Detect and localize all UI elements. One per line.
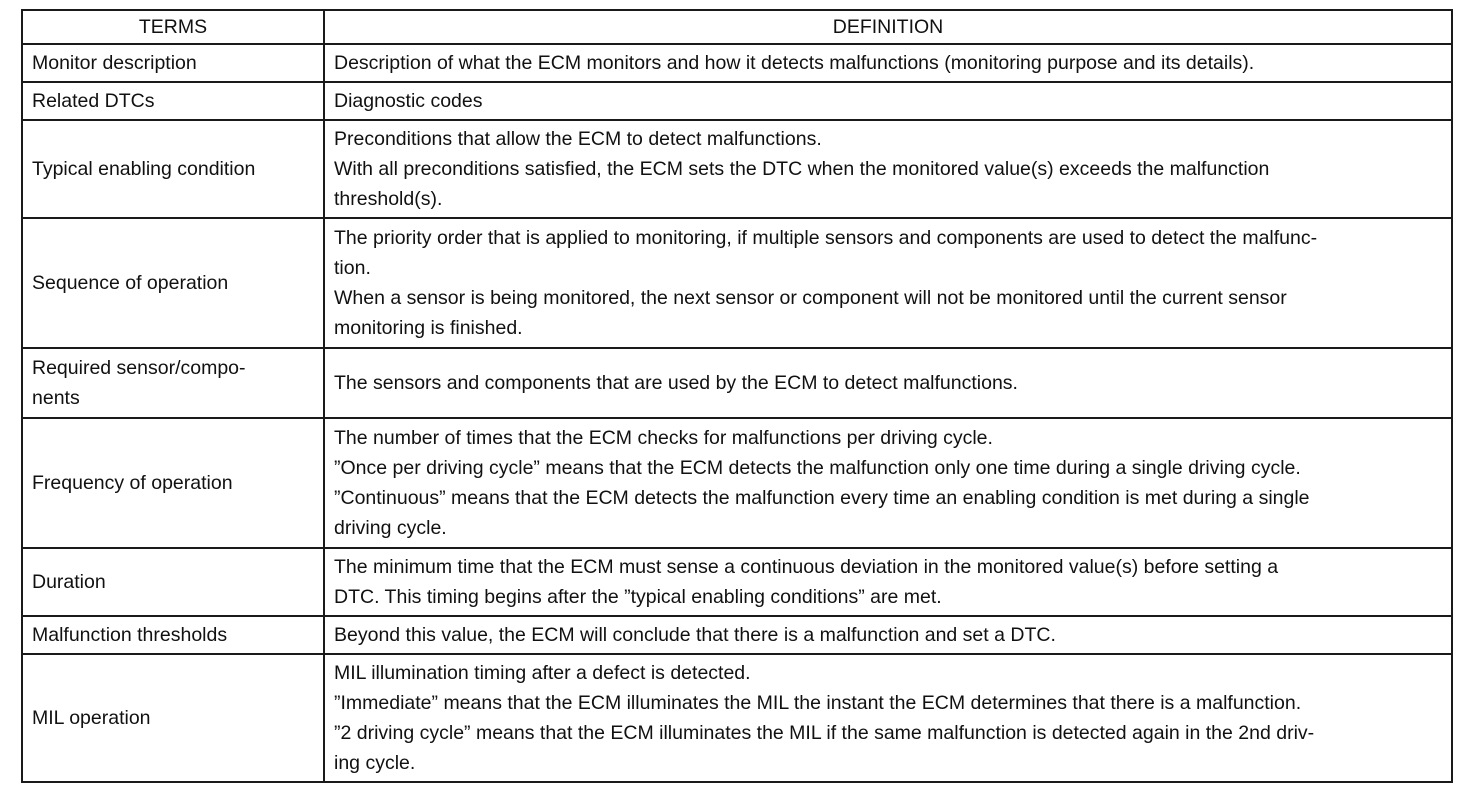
definition-cell [324,348,1452,418]
table-body [22,44,1452,782]
term-text: Frequency of operation [32,472,233,494]
table-row [22,120,1452,218]
term-cell [22,44,324,82]
term-text: Monitor description [32,52,197,74]
definition-cell [324,120,1452,218]
term-cell [22,82,324,120]
definition-text: The priority order that is applied to monitoring, if multiple sensors and components are used to detect the malfunc- [334,227,1318,249]
definition-text: monitoring is finished. [334,317,523,339]
definition-text: Preconditions that allow the ECM to detect malfunctions. [334,128,822,150]
table-row [22,548,1452,616]
definition-cell [324,654,1452,782]
term-text: Related DTCs [32,90,155,112]
table-row [22,348,1452,418]
definition-text: DTC. This timing begins after the ”typical enabling conditions” are met. [334,586,942,608]
definition-text: ”Immediate” means that the ECM illuminates the MIL the instant the ECM determines that there is a malfunction. [334,692,1302,714]
definition-text: Description of what the ECM monitors and how it detects malfunctions (monitoring purpose and its details). [334,52,1255,74]
terms-definition-table [21,9,1453,783]
table-row [22,654,1452,782]
definition-cell [324,616,1452,654]
table-row [22,44,1452,82]
term-text: MIL operation [32,707,151,729]
term-cell [22,548,324,616]
term-text: Malfunction thresholds [32,624,228,646]
table-row [22,82,1452,120]
definition-cell [324,44,1452,82]
table-row [22,616,1452,654]
term-cell [22,348,324,418]
term-text: Duration [32,571,106,593]
definition-cell [324,548,1452,616]
definition-text: ”Once per driving cycle” means that the ECM detects the malfunction only one time during a single driving cycle. [334,457,1301,479]
table-row [22,218,1452,348]
definition-text: With all preconditions satisfied, the ECM sets the DTC when the monitored value(s) exceeds the malfunction [334,158,1270,180]
term-cell [22,654,324,782]
definition-text: ing cycle. [334,752,416,774]
definition-cell [324,218,1452,348]
definition-column-header: DEFINITION [324,10,1452,44]
definition-text: ”2 driving cycle” means that the ECM illuminates the MIL if the same malfunction is detected again in the 2nd driv- [334,722,1315,744]
definition-text: MIL illumination timing after a defect is detected. [334,662,751,684]
definition-text: The sensors and components that are used by the ECM to detect malfunctions. [334,372,1018,394]
definition-text: ”Continuous” means that the ECM detects the malfunction every time an enabling condition is met during a single [334,487,1310,509]
definition-text: The minimum time that the ECM must sense a continuous deviation in the monitored value(s) before setting a [334,556,1279,578]
definition-text: Diagnostic codes [334,90,483,112]
term-text: Sequence of operation [32,272,229,294]
definition-text: driving cycle. [334,517,447,539]
definition-text: threshold(s). [334,188,443,210]
definition-cell [324,418,1452,548]
term-cell [22,418,324,548]
term-text: Typical enabling condition [32,158,256,180]
definition-text: Beyond this value, the ECM will conclude that there is a malfunction and set a DTC. [334,624,1056,646]
term-cell [22,120,324,218]
definition-text: The number of times that the ECM checks for malfunctions per driving cycle. [334,427,993,449]
term-text: Required sensor/compo- [32,357,246,379]
definition-cell [324,82,1452,120]
term-text: nents [32,387,80,409]
table-row [22,418,1452,548]
definition-text: When a sensor is being monitored, the next sensor or component will not be monitored until the current sensor [334,287,1287,309]
term-cell [22,218,324,348]
table-header-row [22,10,1452,44]
term-cell [22,616,324,654]
terms-column-header: TERMS [22,10,324,44]
definition-text: tion. [334,257,371,279]
